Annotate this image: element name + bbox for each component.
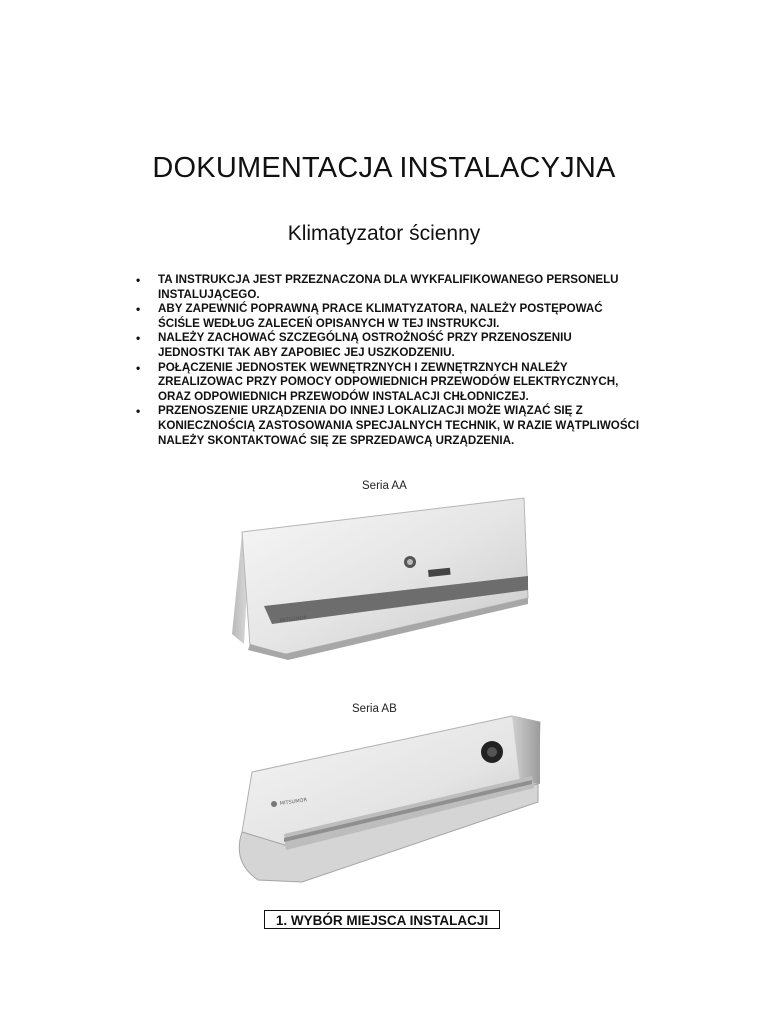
instruction-line: ABY ZAPEWNIĆ POPRAWNĄ PRACE KLIMATYZATORA, NALEŻY POSTĘPOWAĆ bbox=[158, 302, 603, 316]
instruction-line: POŁĄCZENIE JEDNOSTEK WEWNĘTRZNYCH I ZEWNĘTRZNYCH NALEŻY bbox=[158, 360, 568, 374]
instruction-item bbox=[132, 273, 662, 302]
instruction-line: INSTALUJĄCEGO. bbox=[158, 287, 260, 301]
bullet-icon: • bbox=[136, 404, 141, 419]
instruction-line: ZREALIZOWAC PRZY POMOCY ODPOWIEDNICH PRZEWODÓW ELEKTRYCZNYCH, bbox=[158, 375, 619, 389]
instruction-line: ORAZ ODPOWIEDNICH PRZEWODÓW INSTALACJI CHŁODNICZEJ. bbox=[158, 389, 529, 403]
instruction-item bbox=[132, 361, 662, 405]
instruction-line: NALEŻY SKONTAKTOWAĆ SIĘ ZE SPRZEDAWCĄ URZĄDZENIA. bbox=[158, 433, 515, 447]
figure-caption-seria-aa: Seria AA bbox=[362, 480, 407, 492]
bullet-icon: • bbox=[136, 302, 141, 317]
instruction-line: ŚCIŚLE WEDŁUG ZALECEŃ OPISANYCH W TEJ INSTRUKCJI. bbox=[158, 316, 500, 330]
bullet-icon: • bbox=[136, 331, 141, 346]
bullet-icon: • bbox=[136, 360, 141, 375]
instruction-line: TA INSTRUKCJA JEST PRZEZNACZONA DLA WYKFALIFIKOWANEGO PERSONELU bbox=[158, 273, 619, 286]
instruction-line: KONIECZNOŚCIĄ ZASTOSOWANIA SPECJALNYCH TECHNIK, W RAZIE WĄTPLIWOŚCI bbox=[158, 418, 640, 432]
document-subtitle: Klimatyzator ścienny bbox=[287, 222, 481, 245]
bullet-icon: • bbox=[136, 273, 141, 287]
svg-text:MITSUMOR: MITSUMOR bbox=[279, 615, 308, 624]
instruction-line: NALEŻY ZACHOWAĆ SZCZEGÓLNĄ OSTROŻNOŚĆ PRZY PRZENOSZENIU bbox=[158, 331, 572, 345]
section-heading-installation-location: 1. WYBÓR MIEJSCA INSTALACJI bbox=[264, 910, 500, 929]
instruction-line: JEDNOSTKI TAK ABY ZAPOBIEC JEJ USZKODZENIU. bbox=[158, 345, 455, 359]
instruction-item bbox=[132, 302, 662, 331]
instruction-item bbox=[132, 404, 662, 448]
figure-caption-seria-ab: Seria AB bbox=[352, 703, 397, 715]
instruction-item bbox=[132, 331, 662, 360]
document-title: DOKUMENTACJA INSTALACYJNA bbox=[152, 152, 616, 184]
instruction-line: PRZENOSZENIE URZĄDZENIA DO INNEJ LOKALIZACJI MOŻE WIĄZAĆ SIĘ Z bbox=[158, 404, 583, 418]
air-conditioner-seria-aa-image bbox=[228, 494, 532, 664]
instructions-list bbox=[132, 273, 662, 448]
air-conditioner-seria-ab-image bbox=[222, 712, 546, 890]
svg-text:MITSUMOR: MITSUMOR bbox=[279, 797, 308, 807]
